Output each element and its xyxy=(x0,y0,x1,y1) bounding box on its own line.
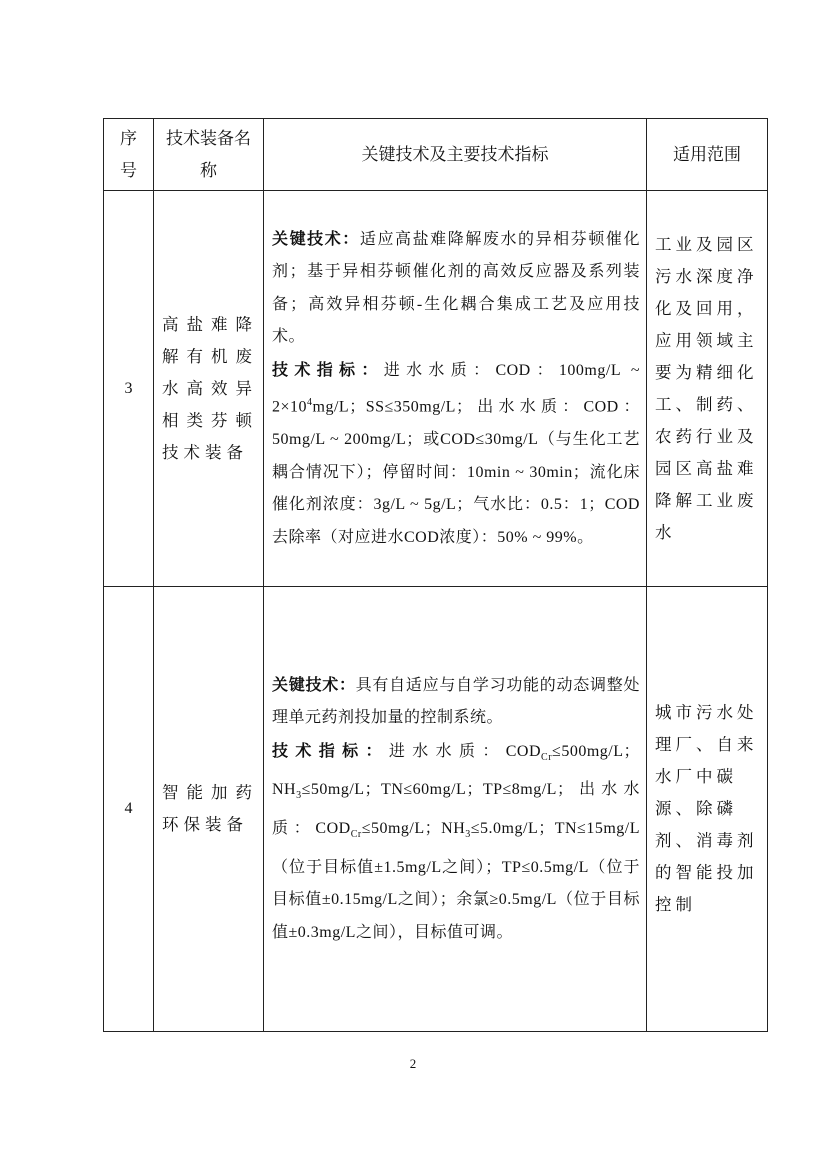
table-row xyxy=(104,587,768,1032)
tech-description xyxy=(264,587,647,1032)
row-index: 4 xyxy=(104,587,154,1032)
subscript: 3 xyxy=(465,829,471,841)
key-tech-paragraph xyxy=(272,669,640,735)
indicator-paragraph xyxy=(272,735,640,950)
equipment-name: 高盐难降解有机废水高效异相类芬顿技术装备 xyxy=(154,191,264,587)
key-tech-label: 关键技术： xyxy=(272,674,356,694)
indicator-text: ≤50mg/L；TN≤60mg/L；TP≤8mg/L；出水水质：COD xyxy=(272,781,640,838)
tech-description xyxy=(264,191,647,587)
indicator-text: mg/L；SS≤350mg/L；出水水质：COD：50mg/L ~ 200mg/L；或COD≤30mg/L（与生化工艺耦合情况下）；停留时间：10min ~ 30min；流化床催化剂浓度：3g/L ~ 5g/L；气水比：0.5：1；COD去除率（对应进水COD浓度）：50% ~ 99%。 xyxy=(272,398,640,546)
header-tech: 关键技术及主要技术指标 xyxy=(264,119,647,191)
indicator-text: 进水水质：COD xyxy=(388,742,542,760)
subscript: 3 xyxy=(296,790,302,802)
key-tech-text: 具有自适应与自学习功能的动态调整处理单元药剂投加量的控制系统。 xyxy=(272,676,640,727)
row-index: 3 xyxy=(104,191,154,587)
key-tech-label: 关键技术： xyxy=(272,228,360,248)
exponent: 4 xyxy=(307,397,313,409)
indicator-paragraph xyxy=(272,354,640,554)
page-number: 2 xyxy=(409,1056,417,1071)
indicator-text: 进水水质：COD：100mg/L ~ 2×10 xyxy=(272,361,640,416)
indicator-label: 技术指标： xyxy=(272,359,384,379)
indicator-text: ≤50mg/L；NH xyxy=(361,820,466,838)
indicator-text: ≤500mg/L；NH xyxy=(272,742,640,799)
key-tech-text: 适应高盐难降解废水的异相芬顿催化剂；基于异相芬顿催化剂的高效反应器及系列装备；高效异相芬顿-生化耦合集成工艺及应用技术。 xyxy=(272,230,640,346)
header-name: 技术装备名称 xyxy=(154,119,264,191)
header-index: 序号 xyxy=(104,119,154,191)
subscript: Cr xyxy=(350,829,362,841)
equipment-name: 智能加药环保装备 xyxy=(154,587,264,1032)
key-tech-paragraph xyxy=(272,223,640,354)
scope-text: 工业及园区污水深度净化及回用，应用领域主要为精细化工、制药、农药行业及园区高盐难降解工业废水 xyxy=(647,191,768,587)
subscript: Cr xyxy=(541,751,553,763)
scope-text: 城市污水处理厂、自来水厂中碳源、除磷剂、消毒剂的智能投加控制 xyxy=(647,587,768,1032)
table-row xyxy=(104,191,768,587)
table-header-row xyxy=(104,119,768,191)
header-scope: 适用范围 xyxy=(647,119,768,191)
indicator-label: 技术指标： xyxy=(272,740,389,760)
indicator-text: ≤5.0mg/L；TN≤15mg/L（位于目标值±1.5mg/L之间）；TP≤0.5mg/L（位于目标值±0.15mg/L之间）；余氯≥0.5mg/L（位于目标值±0.3mg/L之间），目标值可调。 xyxy=(272,820,640,941)
equipment-spec-table xyxy=(103,118,768,1032)
